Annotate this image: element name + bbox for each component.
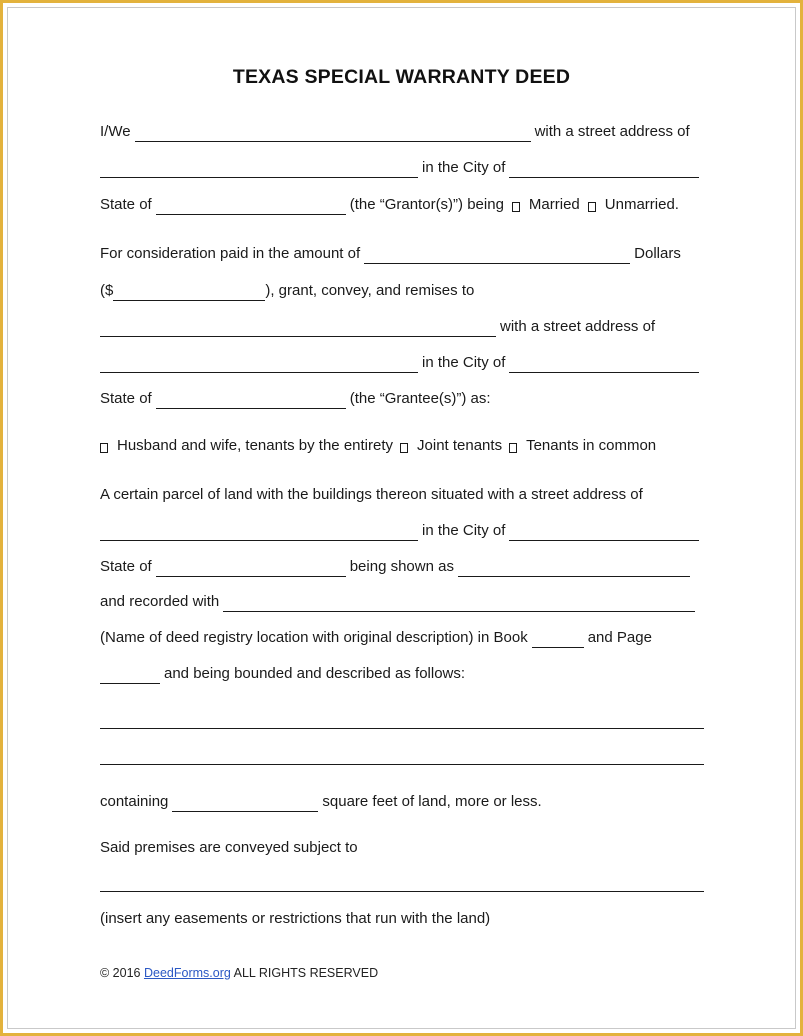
parcel-city-blank[interactable] bbox=[509, 525, 699, 541]
easements-note: (insert any easements or restrictions that run with the land) bbox=[100, 910, 491, 927]
grantee-name-line bbox=[100, 317, 704, 337]
iwe-label: I/We bbox=[100, 123, 131, 140]
grantee-street-address-label: with a street address of bbox=[500, 318, 656, 335]
tenancy-options-line bbox=[100, 436, 704, 456]
grantor-state-line bbox=[100, 195, 704, 215]
easements-note-line bbox=[100, 909, 704, 929]
registry-book-label: (Name of deed registry location with original description) in Book bbox=[100, 629, 528, 646]
book-blank[interactable] bbox=[532, 632, 584, 648]
consideration-label: For consideration paid in the amount of bbox=[100, 245, 361, 262]
being-shown-as-label: being shown as bbox=[349, 558, 454, 575]
grantor-city-label: in the City of bbox=[422, 159, 506, 176]
parcel-state-line bbox=[100, 557, 704, 577]
grantee-state-blank[interactable] bbox=[156, 393, 346, 409]
subject-to-label: Said premises are conveyed subject to bbox=[100, 839, 358, 856]
grant-convey-label: ), grant, convey, and remises to bbox=[265, 282, 475, 299]
subject-to-line bbox=[100, 838, 704, 858]
grantor-address-line bbox=[100, 158, 704, 178]
tenants-in-common-label: Tenants in common bbox=[526, 437, 657, 454]
married-checkbox[interactable] bbox=[512, 202, 520, 212]
joint-tenants-checkbox[interactable] bbox=[400, 443, 408, 453]
grantor-name-blank[interactable] bbox=[135, 126, 531, 142]
grantor-street-blank[interactable] bbox=[100, 162, 418, 178]
recorded-with-label: and recorded with bbox=[100, 593, 220, 610]
grantee-address-line bbox=[100, 353, 704, 373]
square-feet-blank[interactable] bbox=[172, 796, 318, 812]
grantee-state-label: State of bbox=[100, 390, 152, 407]
tenants-in-common-checkbox[interactable] bbox=[509, 443, 517, 453]
consideration-amount-words-blank[interactable] bbox=[364, 248, 630, 264]
tenants-entirety-checkbox[interactable] bbox=[100, 443, 108, 453]
grantor-state-label: State of bbox=[100, 196, 152, 213]
parcel-city-label: in the City of bbox=[422, 522, 506, 539]
consideration-line bbox=[100, 244, 704, 264]
grantee-name-blank[interactable] bbox=[100, 321, 496, 337]
consideration-amount-line bbox=[100, 281, 704, 301]
easements-blank[interactable] bbox=[100, 891, 704, 892]
dollar-open-label: ($ bbox=[100, 282, 114, 299]
bounded-label: and being bounded and described as follows: bbox=[164, 665, 466, 682]
tenants-entirety-label: Husband and wife, tenants by the entirety bbox=[117, 437, 394, 454]
married-label: Married bbox=[528, 196, 580, 213]
and-page-label: and Page bbox=[587, 629, 652, 646]
page-blank[interactable] bbox=[100, 668, 160, 684]
grantee-city-label: in the City of bbox=[422, 354, 506, 371]
parcel-intro-line bbox=[100, 485, 704, 505]
description-blank-1[interactable] bbox=[100, 728, 704, 729]
footer bbox=[100, 966, 378, 980]
parcel-state-label: State of bbox=[100, 558, 152, 575]
parcel-street-blank[interactable] bbox=[100, 525, 418, 541]
document-title: TEXAS SPECIAL WARRANTY DEED bbox=[232, 66, 571, 88]
registry-book-line bbox=[100, 628, 704, 648]
deedforms-link[interactable]: DeedForms.org bbox=[143, 966, 231, 980]
unmarried-label: Unmarried. bbox=[604, 196, 679, 213]
parcel-address-line bbox=[100, 521, 704, 541]
grantor-name-line bbox=[100, 122, 704, 142]
rights-text: ALL RIGHTS RESERVED bbox=[233, 966, 379, 980]
grantee-city-blank[interactable] bbox=[509, 357, 699, 373]
consideration-amount-blank[interactable] bbox=[113, 285, 265, 301]
parcel-intro-label: A certain parcel of land with the buildings thereon situated with a street address of bbox=[100, 486, 643, 503]
being-shown-as-blank[interactable] bbox=[458, 561, 690, 577]
unmarried-checkbox[interactable] bbox=[588, 202, 596, 212]
recorded-with-line bbox=[100, 592, 704, 612]
grantee-as-label: (the “Grantee(s)”) as: bbox=[349, 390, 491, 407]
square-feet-label: square feet of land, more or less. bbox=[322, 793, 542, 810]
recorded-with-blank[interactable] bbox=[223, 596, 695, 612]
copyright-text: © 2016 bbox=[100, 966, 141, 980]
grantee-street-blank[interactable] bbox=[100, 357, 418, 373]
containing-line bbox=[100, 792, 704, 812]
grantee-state-line bbox=[100, 389, 704, 409]
parcel-state-blank[interactable] bbox=[156, 561, 346, 577]
grantor-state-blank[interactable] bbox=[156, 199, 346, 215]
bounded-line bbox=[100, 664, 704, 684]
dollars-label: Dollars bbox=[634, 245, 681, 262]
description-blank-2[interactable] bbox=[100, 764, 704, 765]
grantor-city-blank[interactable] bbox=[509, 162, 699, 178]
containing-label: containing bbox=[100, 793, 169, 810]
joint-tenants-label: Joint tenants bbox=[417, 437, 503, 454]
grantor-being-label: (the “Grantor(s)”) being bbox=[349, 196, 504, 213]
grantor-street-address-label: with a street address of bbox=[534, 123, 690, 140]
